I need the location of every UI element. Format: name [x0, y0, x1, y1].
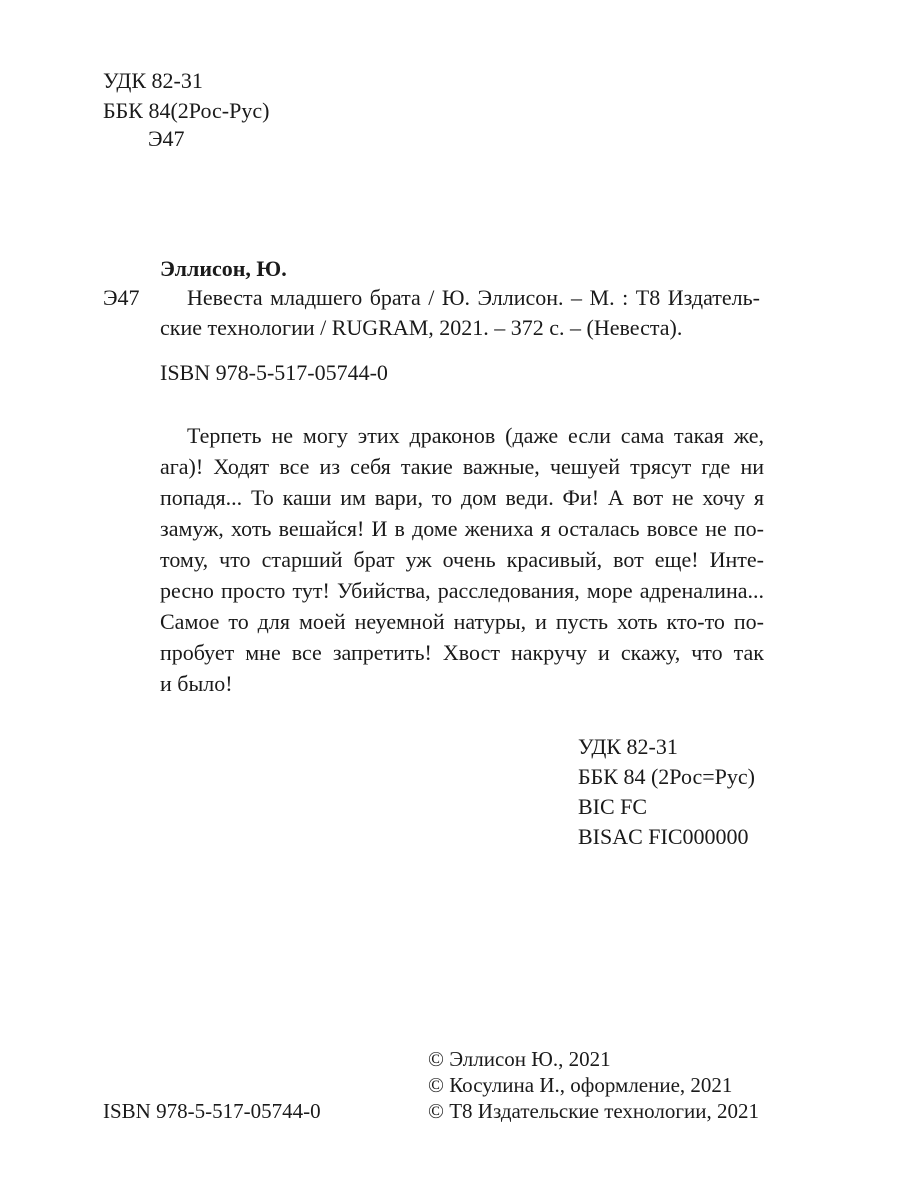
entry-side-code: Э47	[103, 285, 140, 310]
annotation-line: и было!	[160, 671, 233, 696]
footer-isbn: ISBN 978-5-517-05744-0	[103, 1099, 321, 1123]
annotation-line: пробует мне все запретить! Хвост накручу и скажу, что так	[160, 640, 764, 665]
entry-isbn: ISBN 978-5-517-05744-0	[160, 360, 388, 385]
annotation-line: ага)! Ходят все из себя такие важные, чешуей трясут где ни	[160, 454, 764, 479]
classification-bic: BIC FC	[578, 794, 648, 819]
header-bbk: ББК 84(2Рос-Рус)	[103, 98, 270, 123]
annotation-line: ресно просто тут! Убийства, расследования, море адреналина...	[160, 578, 764, 603]
copyright-line: © Косулина И., оформление, 2021	[428, 1073, 733, 1097]
copyright-line: © Эллисон Ю., 2021	[428, 1047, 611, 1071]
header-udk: УДК 82-31	[103, 68, 203, 93]
copyright-line: © Т8 Издательские технологии, 2021	[428, 1099, 759, 1123]
entry-author: Эллисон, Ю.	[160, 256, 287, 281]
annotation-line: Самое то для моей неуемной натуры, и пусть хоть кто-то по-	[160, 609, 764, 634]
copyright-block	[428, 1046, 759, 1124]
annotation-line: замуж, хоть вешайся! И в доме жениха я осталась вовсе не по-	[160, 516, 764, 541]
annotation-paragraph	[160, 420, 764, 699]
entry-line-2: ские технологии / RUGRAM, 2021. – 372 с. – (Невеста).	[160, 315, 683, 340]
entry-bibliographic-description	[160, 283, 780, 343]
annotation-line: Терпеть не могу этих драконов (даже если сама такая же,	[187, 423, 764, 448]
annotation-line: тому, что старший брат уж очень красивый, вот еще! Инте-	[160, 547, 764, 572]
entry-line-1: Невеста младшего брата / Ю. Эллисон. – М. : Т8 Издатель-	[187, 285, 760, 310]
classification-bisac: BISAC FIC000000	[578, 824, 749, 849]
classification-bbk: ББК 84 (2Рос=Рус)	[578, 764, 755, 789]
classification-block	[578, 732, 755, 852]
header-author-code: Э47	[148, 126, 185, 151]
classification-udk: УДК 82-31	[578, 734, 678, 759]
annotation-line: попадя... То каши им вари, то дом веди. Фи! А вот не хочу я	[160, 485, 764, 510]
